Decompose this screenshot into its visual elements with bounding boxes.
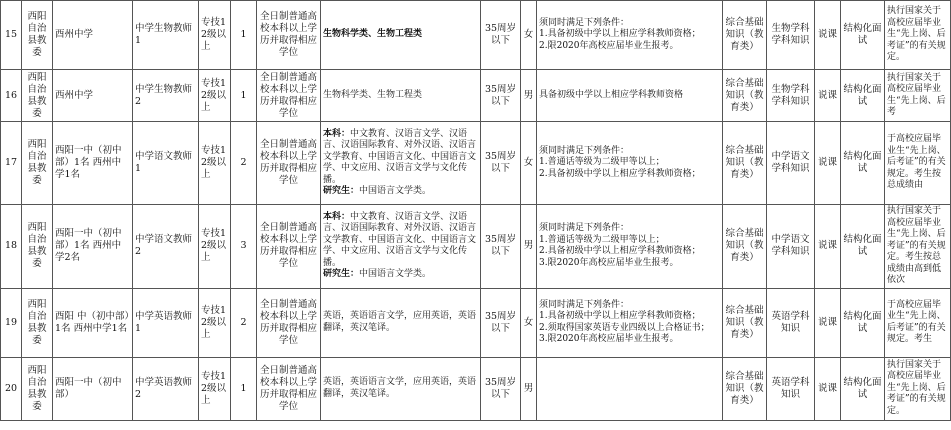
note-cell: 于高校应届毕业生“先上岗、后考证”的有关规定。考生按总成绩由	[885, 122, 951, 205]
exam-interview-cell: 结构化面试	[841, 288, 885, 357]
exam-lecture-cell: 说课	[815, 1, 841, 70]
major-cell	[321, 205, 481, 289]
table-row	[1, 357, 951, 420]
exam-lecture-cell: 说课	[815, 205, 841, 289]
department-cell: 西阳自治县教委	[22, 70, 53, 122]
note-cell: 执行国家关于高校应届毕业生“先上岗、后考	[885, 70, 951, 122]
age-cell: 35周岁以下	[481, 288, 521, 357]
major-cell: 英语，英语语言文学，应用英语，英语翻译，英汉笔译。	[321, 288, 481, 357]
exam-lecture-cell: 说课	[815, 70, 841, 122]
post-type-cell: 专技12级以上	[199, 288, 231, 357]
requirement-line: 2.具备初级中学以上相应学科教师资格；	[539, 246, 701, 257]
exam-subject-cell: 生物学科学科知识	[767, 1, 815, 70]
requirement-line: 1.具备初级中学以上相应学科教师资格；	[539, 29, 701, 40]
department-cell: 西阳自治县教委	[22, 288, 53, 357]
major-postgrad-label: 研究生：	[323, 269, 360, 280]
age-cell: 35周岁以下	[481, 357, 521, 420]
major-undergrad-label: 本科：	[323, 211, 351, 222]
sex-cell: 男	[521, 357, 537, 420]
requirement-line: 1.普通话等级为二级甲等以上；	[539, 157, 665, 168]
exam-subject-cell: 生物学科学科知识	[767, 70, 815, 122]
requirement-line: 3.限2020年高校应届毕业生报考。	[539, 257, 679, 268]
requirements-cell	[537, 205, 723, 289]
exam-interview-cell: 结构化面试	[841, 122, 885, 205]
education-cell: 全日制普通高校本科以上学历并取得相应学位	[257, 288, 321, 357]
post-type-cell: 专技12级以上	[199, 357, 231, 420]
note-cell: 执行国家关于高校应届毕业生“先上岗、后考证”的有关规定。	[885, 1, 951, 70]
unit-cell: 西阳一中（初中部）	[53, 357, 133, 420]
major-cell: 英语，英语语言文学，应用英语，英语翻译，英汉笔译。	[321, 357, 481, 420]
unit-cell: 酉阳 中（初中部）1名 西州中学1名	[53, 288, 133, 357]
row-number: 16	[1, 70, 22, 122]
post-cell: 中学语文教师2	[133, 205, 199, 289]
unit-cell: 西阳一中（初中部）1名 西州中学2名	[53, 205, 133, 289]
major-cell: 生物科学类、生物工程类	[321, 70, 481, 122]
post-cell: 中学英语教师2	[133, 357, 199, 420]
exam-subject-cell: 中学语文学科知识	[767, 205, 815, 289]
requirement-line: 3.限2020年高校应届毕业生报考。	[539, 334, 679, 344]
department-cell: 西阳自治县教委	[22, 1, 53, 70]
table-row	[1, 70, 951, 122]
table-row	[1, 205, 951, 289]
exam-lecture-cell: 说课	[815, 122, 841, 205]
sex-cell: 女	[521, 122, 537, 205]
requirements-cell	[537, 288, 723, 357]
education-cell: 全日制普通高校本科以上学历并取得相应学位	[257, 70, 321, 122]
education-cell: 全日制普通高校本科以上学历并取得相应学位	[257, 122, 321, 205]
row-number: 15	[1, 1, 22, 70]
exam-subject-cell: 英语学科知识	[767, 357, 815, 420]
row-number: 20	[1, 357, 22, 420]
sex-cell: 男	[521, 205, 537, 289]
requirement-line: 须同时满足下列条件：	[539, 17, 630, 28]
count-cell: 2	[231, 122, 257, 205]
department-cell: 西阳自治县教委	[22, 357, 53, 420]
requirement-line: 1.普通话等级为二级甲等以上；	[539, 234, 665, 245]
post-cell: 中学生物教师2	[133, 70, 199, 122]
sex-cell: 女	[521, 1, 537, 70]
exam-general-cell: 综合基础知识（教育类）	[723, 122, 767, 205]
exam-subject-cell: 中学语文学科知识	[767, 122, 815, 205]
requirements-cell	[537, 357, 723, 420]
table-row	[1, 122, 951, 205]
requirement-line: 2.须取得国家英语专业四级以上合格证书；	[539, 322, 710, 333]
requirement-line: 须同时满足下列条件：	[539, 145, 630, 156]
count-cell: 2	[231, 288, 257, 357]
requirement-line: 2.限2020年高校应届毕业生报考。	[539, 40, 679, 51]
exam-general-cell: 综合基础知识（教育类）	[723, 288, 767, 357]
exam-general-cell: 综合基础知识（教育类）	[723, 70, 767, 122]
count-cell: 1	[231, 70, 257, 122]
exam-subject-cell: 英语学科知识	[767, 288, 815, 357]
exam-lecture-cell: 说课	[815, 288, 841, 357]
department-cell: 西阳自治县教委	[22, 122, 53, 205]
department-cell: 西阳自治县教委	[22, 205, 53, 289]
post-type-cell: 专技12级以上	[199, 122, 231, 205]
major-cell: 生物科学类、生物工程类	[321, 1, 481, 70]
table-row	[1, 288, 951, 357]
note-cell: 于高校应届毕业生“先上岗、后考证”的有关规定。考生	[885, 288, 951, 357]
exam-interview-cell: 结构化面试	[841, 70, 885, 122]
exam-interview-cell: 结构化面试	[841, 1, 885, 70]
major-undergrad-list: 中文教育、汉语言文学、汉语言、汉语国际教育、对外汉语、汉语言文学教育、中国语言文化、中国语言文学、中文应用、汉语言文学与文化传播。	[323, 211, 477, 268]
note-cell: 执行国家关于高校应届毕业生“先上岗、后考证”的有关规定。考生按总成绩由高到低依次	[885, 205, 951, 289]
requirement-line: 须同时满足下列条件：	[539, 223, 630, 234]
count-cell: 1	[231, 357, 257, 420]
note-cell: 执行国家关于高校应届毕业生“先上岗、后考证”的有关规定。	[885, 357, 951, 420]
post-type-cell: 专技12级以上	[199, 205, 231, 289]
unit-cell: 酉州中学	[53, 1, 133, 70]
sex-cell: 男	[521, 70, 537, 122]
row-number: 18	[1, 205, 22, 289]
requirement-line: 2.具备初级中学以上相应学科教师资格；	[539, 168, 701, 179]
exam-general-cell: 综合基础知识（教育类）	[723, 1, 767, 70]
age-cell: 35周岁以下	[481, 122, 521, 205]
requirement-line: 须同时满足下列条件：	[539, 299, 630, 310]
age-cell: 35周岁以下	[481, 70, 521, 122]
row-number: 17	[1, 122, 22, 205]
unit-cell: 西州中学	[53, 70, 133, 122]
education-cell: 全日制普通高校本科以上学历并取得相应学位	[257, 357, 321, 420]
exam-general-cell: 综合基础知识（教育类）	[723, 205, 767, 289]
requirements-cell	[537, 1, 723, 70]
exam-interview-cell: 结构化面试	[841, 205, 885, 289]
age-cell: 35周岁以下	[481, 205, 521, 289]
exam-general-cell: 综合基础知识（教育类）	[723, 357, 767, 420]
age-cell: 35周岁以下	[481, 1, 521, 70]
education-cell: 全日制普通高校本科以上学历并取得相应学位	[257, 205, 321, 289]
post-type-cell: 专技12级以上	[199, 70, 231, 122]
requirement-line: 具备初级中学以上相应学科教师资格	[539, 89, 684, 100]
unit-cell: 西阳一中（初中部）1名 西州中学1名	[53, 122, 133, 205]
post-cell: 中学生物教师1	[133, 1, 199, 70]
requirements-cell	[537, 122, 723, 205]
post-type-cell: 专技12级以上	[199, 1, 231, 70]
major-cell	[321, 122, 481, 205]
major-postgrad-list: 中国语言文学类。	[359, 269, 432, 280]
exam-interview-cell: 结构化面试	[841, 357, 885, 420]
post-cell: 中学语文教师1	[133, 122, 199, 205]
exam-lecture-cell: 说课	[815, 357, 841, 420]
table-row	[1, 1, 951, 70]
major-postgrad-list: 中国语言文学类。	[359, 186, 432, 196]
major-undergrad-label: 本科：	[323, 128, 351, 139]
major-postgrad-label: 研究生：	[323, 186, 360, 196]
sex-cell: 女	[521, 288, 537, 357]
count-cell: 1	[231, 1, 257, 70]
requirement-line: 1.具备初级中学以上相应学科教师资格；	[539, 311, 701, 321]
major-undergrad-list: 中文教育、汉语言文学、汉语言、汉语国际教育、对外汉语、汉语言文学教育、中国语言文化、中国语言文学、中文应用、汉语言文学与文化传播。	[323, 128, 477, 185]
row-number: 19	[1, 288, 22, 357]
count-cell: 3	[231, 205, 257, 289]
post-cell: 中学英语教师1	[133, 288, 199, 357]
education-cell: 全日制普通高校本科以上学历并取得相应学位	[257, 1, 321, 70]
requirements-cell	[537, 70, 723, 122]
